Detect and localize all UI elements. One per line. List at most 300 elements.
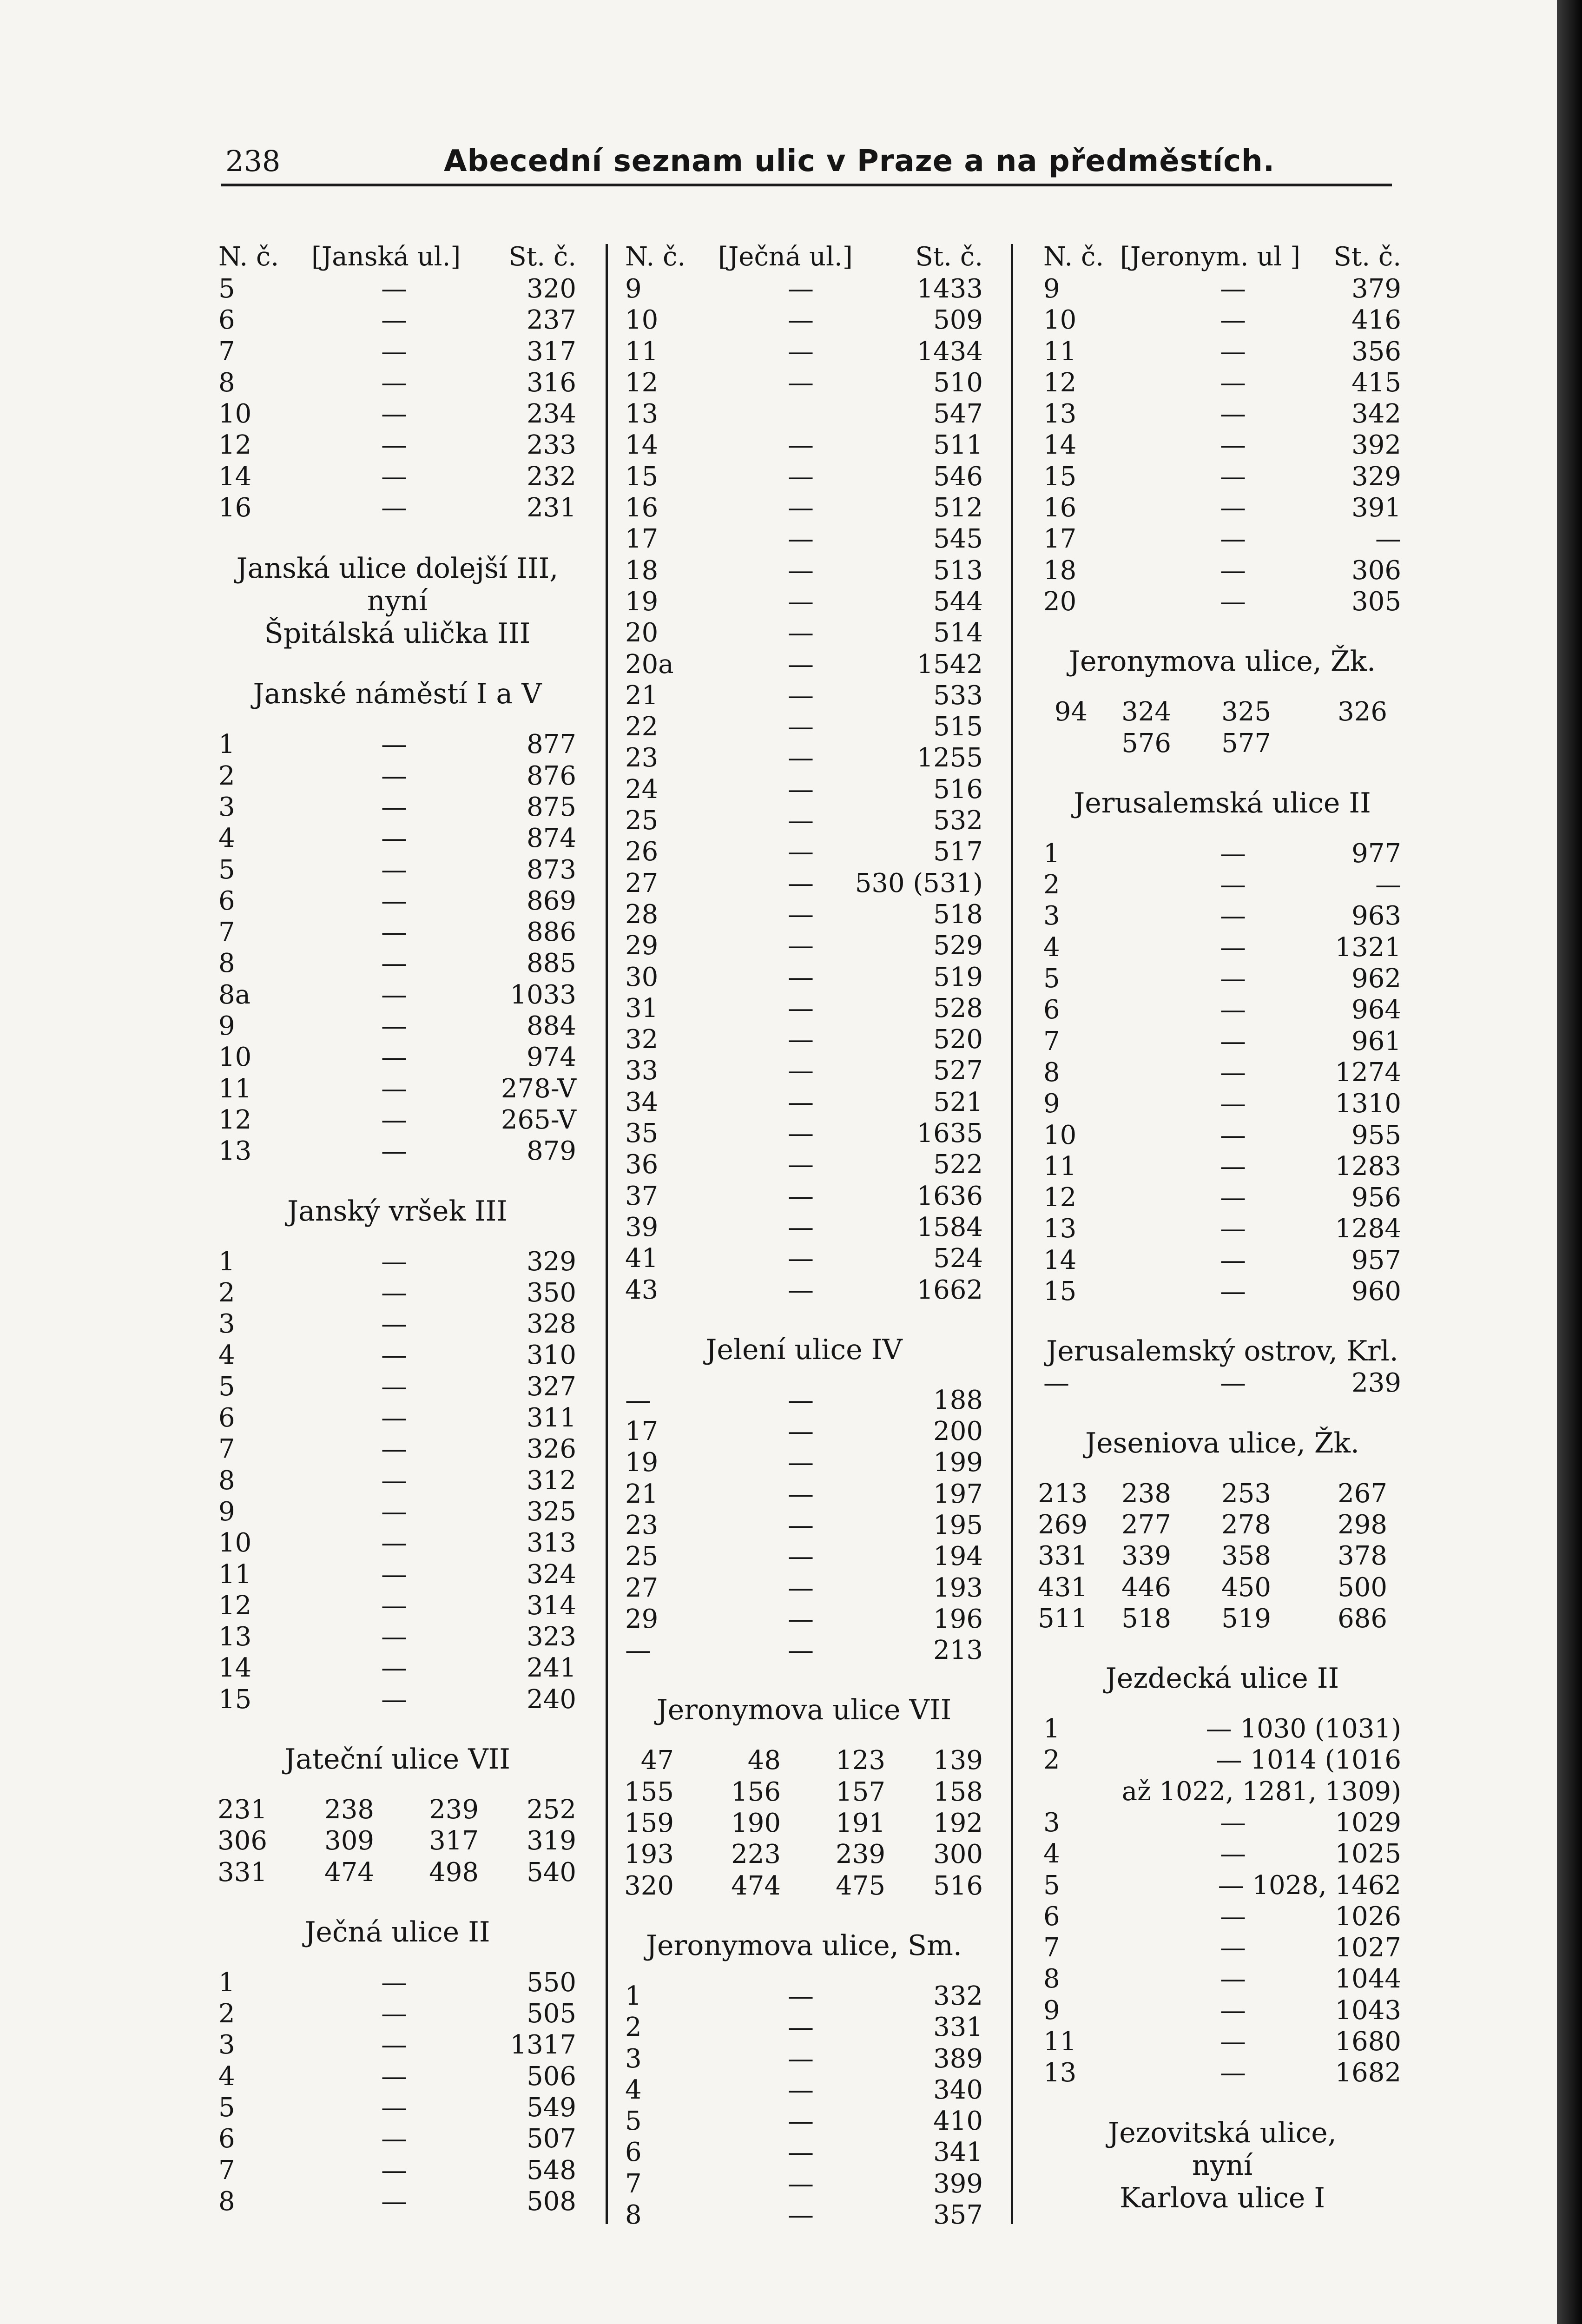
row-number: 20 [625, 618, 659, 648]
table-row [218, 1652, 576, 1684]
row-number: 12 [1043, 1182, 1077, 1213]
row-dash: — [788, 1181, 814, 1211]
row-number: 14 [1043, 1245, 1077, 1275]
table-row [218, 1527, 576, 1558]
row-st-number: 874 [527, 823, 576, 854]
table-row [218, 1308, 576, 1340]
table-row [625, 836, 983, 867]
grid-cell: 317 [429, 1826, 479, 1856]
row-st-number: 1033 [510, 979, 576, 1010]
row-dash: — [788, 1479, 814, 1509]
grid-cell: 253 [1221, 1478, 1271, 1509]
row-dash: — [788, 1243, 814, 1274]
row-dash: — [381, 1073, 407, 1104]
row-number: 25 [625, 1541, 659, 1572]
table-row [1043, 2026, 1401, 2057]
table-row [1043, 1995, 1401, 2026]
row-dash: — [788, 1635, 814, 1666]
row-st-number: — 1014 (1016 [1216, 1745, 1401, 1776]
grid-cell: 540 [527, 1857, 576, 1888]
row-dash: — [788, 336, 814, 367]
row-number: 10 [625, 305, 659, 336]
row-st-number: 340 [933, 2074, 983, 2105]
row-dash: — [788, 1087, 814, 1117]
table-row [625, 1604, 983, 1635]
grid-cell: 431 [1038, 1572, 1088, 1603]
row-dash: — [788, 1981, 814, 2011]
row-dash: — [1220, 1026, 1246, 1056]
table-row [218, 760, 576, 792]
table-row [1043, 367, 1401, 398]
row-number: 6 [625, 2137, 642, 2168]
table-row [625, 429, 983, 461]
row-st-number: 520 [933, 1024, 983, 1055]
section-title: Jeronymova ulice, Žk. [1068, 645, 1376, 678]
grid-row [625, 1745, 983, 1776]
row-st-number: 306 [1351, 555, 1401, 586]
row-number: 5 [218, 274, 235, 304]
jeseniova-grid [1038, 1478, 1401, 1634]
row-dash: — [381, 1136, 407, 1167]
grid-row [1043, 696, 1401, 727]
row-number: 43 [625, 1274, 659, 1305]
row-st-number: 527 [933, 1056, 983, 1086]
jatecni-grid [218, 1794, 576, 1888]
section-title: Jezdecká ulice II [1105, 1662, 1339, 1695]
row-dash: — [788, 555, 814, 586]
row-st-number: 240 [527, 1684, 576, 1715]
table-row [218, 1371, 576, 1402]
table-row [625, 649, 983, 680]
row-st-number: 960 [1351, 1276, 1401, 1307]
grid-cell: 139 [933, 1745, 983, 1776]
row-number: 18 [625, 555, 659, 586]
section-janska-dolejsi [218, 552, 576, 650]
row-number: 11 [1043, 1151, 1077, 1182]
grid-cell: 223 [731, 1839, 781, 1870]
row-st-number: 1680 [1335, 2027, 1401, 2057]
row-number: 17 [625, 524, 659, 555]
row-number: 4 [218, 1340, 235, 1371]
row-number: 7 [625, 2168, 642, 2199]
row-st-number: 188 [933, 1385, 983, 1415]
row-number: 35 [625, 1118, 659, 1149]
table-row [1043, 2057, 1401, 2088]
table-row [1043, 1367, 1401, 1399]
row-dash: — [381, 1496, 407, 1527]
row-st-number: 1274 [1335, 1057, 1401, 1088]
grid-row [218, 1794, 576, 1825]
row-dash: — [381, 399, 407, 429]
row-st-number: 521 [933, 1087, 983, 1117]
row-dash: — [1220, 995, 1246, 1025]
row-number: 8 [218, 367, 235, 398]
grid-row [625, 1839, 983, 1870]
row-st-number: 316 [527, 367, 576, 398]
table-row [625, 711, 983, 742]
row-number: 7 [1043, 1026, 1060, 1056]
row-number: 1 [1043, 838, 1060, 869]
table-row [625, 1024, 983, 1055]
row-st-number: až 1022, 1281, 1309) [1121, 1776, 1401, 1807]
table-row [1043, 1744, 1401, 1776]
row-dash: — [1220, 1901, 1246, 1932]
table-row [1043, 1182, 1401, 1213]
row-dash: — [381, 885, 407, 916]
row-st-number: 231 [527, 493, 576, 523]
row-number: 41 [625, 1243, 659, 1274]
row-st-number: — 1028, 1462 [1218, 1870, 1401, 1901]
table-row [625, 1635, 983, 1666]
grid-cell: 516 [933, 1870, 983, 1901]
table-row [625, 2074, 983, 2106]
row-number: 12 [1043, 367, 1077, 398]
row-st-number: 513 [933, 555, 983, 586]
row-number: 1 [1043, 1714, 1060, 1744]
table-row [625, 617, 983, 648]
section-jezovitska [1043, 2117, 1401, 2214]
table-row [218, 2061, 576, 2092]
row-number: 2 [1043, 870, 1060, 900]
table-row [218, 1246, 576, 1277]
row-st-number: 278-V [501, 1073, 576, 1104]
row-st-number: 1636 [916, 1181, 983, 1211]
row-number: 13 [1043, 1214, 1077, 1244]
grid-cell: 192 [933, 1808, 983, 1839]
table-row [625, 336, 983, 367]
row-number: 8 [218, 948, 235, 979]
row-number: 7 [218, 1434, 235, 1465]
row-dash: — [381, 1967, 407, 1998]
row-st-number: 524 [933, 1243, 983, 1274]
table-row [218, 2155, 576, 2186]
row-dash: — [381, 2186, 407, 2217]
grid-row [1038, 1478, 1401, 1509]
col-header-street: [Janská ul.] [311, 242, 461, 272]
grid-cell: 239 [429, 1794, 479, 1825]
row-st-number: 392 [1351, 430, 1401, 461]
table-row [1043, 1713, 1401, 1744]
grid-row [1038, 1603, 1401, 1634]
row-dash: — [1220, 274, 1246, 304]
page-header [221, 139, 1392, 181]
row-dash: — [1220, 1964, 1246, 1994]
table-row [218, 1136, 576, 1167]
row-st-number: 265-V [501, 1104, 576, 1135]
row-st-number: 1317 [510, 2030, 576, 2060]
row-number: 10 [1043, 305, 1077, 336]
row-dash: — [1220, 305, 1246, 336]
row-dash: — [381, 854, 407, 885]
grid-row [218, 1857, 576, 1888]
row-st-number: 974 [527, 1042, 576, 1073]
grid-row [625, 1808, 983, 1839]
grid-row [218, 1825, 576, 1856]
row-st-number: 877 [527, 729, 576, 760]
row-number: 2 [218, 760, 235, 791]
row-st-number: 1433 [916, 274, 983, 304]
table-row [218, 1967, 576, 1998]
row-st-number: 962 [1351, 964, 1401, 994]
row-dash: — [381, 1622, 407, 1652]
table-row [218, 492, 576, 523]
row-number: 18 [1043, 555, 1077, 586]
row-st-number: 964 [1351, 995, 1401, 1025]
row-st-number: 1635 [916, 1118, 983, 1149]
table-row [625, 1212, 983, 1243]
row-number: 3 [218, 792, 235, 822]
col-header-no: N. č. [1043, 242, 1104, 272]
row-dash: — [1220, 336, 1246, 367]
grid-cell: 47 [640, 1745, 674, 1776]
row-dash: — [381, 1403, 407, 1433]
row-number: 31 [625, 993, 659, 1023]
row-number: 1 [218, 1967, 235, 1998]
row-number: 9 [218, 1496, 235, 1527]
col-header-street: [Jeronym. ul ] [1120, 242, 1300, 272]
row-dash: — [1220, 430, 1246, 461]
row-st-number: 391 [1351, 493, 1401, 523]
row-number: 8 [625, 2200, 642, 2231]
row-dash: — [381, 760, 407, 791]
row-dash: — [788, 524, 814, 555]
row-dash: — [381, 1653, 407, 1684]
row-dash: — [788, 493, 814, 523]
grid-cell: 269 [1038, 1509, 1088, 1540]
row-st-number: 415 [1351, 367, 1401, 398]
table-row [218, 1010, 576, 1042]
row-st-number: 234 [527, 399, 576, 429]
table-row [625, 1385, 983, 1416]
row-st-number: 508 [527, 2186, 576, 2217]
table-row [625, 1479, 983, 1510]
grid-cell: 213 [1038, 1478, 1088, 1509]
row-st-number: 533 [933, 680, 983, 711]
row-st-number: 324 [527, 1559, 576, 1590]
row-number: 9 [1043, 1995, 1060, 2026]
row-number: 5 [218, 1371, 235, 1402]
row-st-number: 529 [933, 931, 983, 961]
grid-cell: 123 [836, 1745, 885, 1776]
row-st-number: 1255 [916, 743, 983, 773]
row-number: 21 [625, 1479, 659, 1509]
row-number: 6 [218, 1403, 235, 1433]
row-st-number: 320 [527, 274, 576, 304]
row-number: 5 [218, 2093, 235, 2123]
row-number: 11 [218, 1073, 252, 1104]
table-row [625, 742, 983, 773]
row-dash: — [1220, 964, 1246, 994]
row-st-number: 517 [933, 837, 983, 867]
section-title: Jerusalemská ulice II [1074, 786, 1371, 819]
janske-namesti-rows [218, 729, 576, 1167]
row-number: 13 [218, 1622, 252, 1652]
table-row [625, 555, 983, 586]
table-row [218, 1042, 576, 1073]
table-row [218, 336, 576, 367]
row-number: 4 [625, 2074, 642, 2105]
row-st-number: 389 [933, 2043, 983, 2074]
row-dash: — [788, 993, 814, 1023]
row-number: 9 [1043, 274, 1060, 304]
table-row [218, 1559, 576, 1590]
grid-cell: 518 [1121, 1603, 1171, 1634]
row-dash: — [381, 430, 407, 461]
table-row [625, 1510, 983, 1541]
row-number: 37 [625, 1181, 659, 1211]
row-st-number: 379 [1351, 274, 1401, 304]
row-st-number: 195 [933, 1510, 983, 1540]
row-number: 7 [218, 2155, 235, 2185]
table-row [218, 398, 576, 429]
table-row [625, 1447, 983, 1478]
row-number: 16 [1043, 493, 1077, 523]
table-row [625, 1087, 983, 1118]
page-number: 238 [225, 144, 281, 178]
row-number: 29 [625, 1604, 659, 1634]
row-dash: — [381, 948, 407, 979]
jeronymova-sm-rows [625, 1981, 983, 2231]
grid-cell: 309 [324, 1826, 374, 1856]
table-row [1043, 586, 1401, 617]
grid-row [1038, 1540, 1401, 1571]
row-dash: — [788, 1510, 814, 1540]
row-number: 1 [218, 1246, 235, 1277]
section-title: Jeronymova ulice VII [656, 1694, 952, 1727]
row-st-number: 317 [527, 336, 576, 367]
table-row [625, 2168, 983, 2199]
row-number: 23 [625, 1510, 659, 1540]
row-dash: — [1220, 1368, 1246, 1399]
jecna-cont-rows [625, 273, 983, 1306]
row-dash: — [788, 962, 814, 992]
table-row [625, 1118, 983, 1149]
row-number: 32 [625, 1024, 659, 1055]
row-dash: — [381, 1371, 407, 1402]
row-dash: — [788, 1024, 814, 1055]
column-header [218, 242, 576, 273]
row-st-number: 544 [933, 586, 983, 617]
row-number: 36 [625, 1149, 659, 1180]
jansky-vrsek-rows [218, 1246, 576, 1715]
row-number: 15 [218, 1684, 252, 1715]
jeronymova-vii-grid [625, 1745, 983, 1901]
row-dash: — [381, 493, 407, 523]
column-2 [625, 242, 983, 2231]
grid-cell: 48 [747, 1745, 781, 1776]
table-row [625, 993, 983, 1024]
grid-cell: 446 [1121, 1572, 1171, 1603]
row-dash: — [1220, 1214, 1246, 1244]
table-row [625, 523, 983, 555]
table-row [218, 2029, 576, 2060]
row-dash: — [381, 1340, 407, 1371]
row-dash: — [1220, 1057, 1246, 1088]
row-number: 8 [1043, 1057, 1060, 1088]
row-number: 11 [625, 336, 659, 367]
row-dash: — [381, 792, 407, 822]
grid-cell: 331 [1038, 1541, 1088, 1571]
row-dash: — [788, 712, 814, 742]
row-st-number: 514 [933, 618, 983, 648]
table-row [1043, 461, 1401, 492]
row-number: 5 [1043, 964, 1060, 994]
row-dash: — [381, 2155, 407, 2185]
table-row [625, 680, 983, 711]
table-row [625, 398, 983, 429]
row-st-number: — [1375, 524, 1401, 555]
section-title: Janské náměstí I a V [253, 678, 542, 711]
row-dash: — [788, 2074, 814, 2105]
table-row [1043, 429, 1401, 461]
row-st-number: 1542 [916, 649, 983, 680]
row-dash: — [381, 367, 407, 398]
table-row [625, 1274, 983, 1306]
table-row [625, 805, 983, 836]
row-dash: — [1220, 461, 1246, 492]
row-st-number: 416 [1351, 305, 1401, 336]
row-st-number: 326 [527, 1434, 576, 1465]
row-st-number: 1025 [1335, 1839, 1401, 1869]
row-st-number: 519 [933, 962, 983, 992]
row-st-number: 194 [933, 1541, 983, 1572]
row-st-number: 886 [527, 917, 576, 948]
row-number: 6 [218, 305, 235, 336]
row-dash: — [381, 823, 407, 854]
row-dash: — [788, 1416, 814, 1447]
col-header-st: St. č. [915, 242, 983, 272]
table-row [218, 823, 576, 854]
row-st-number: 233 [527, 430, 576, 461]
section-line: Jezovitská ulice, [1108, 2116, 1337, 2149]
table-row [1043, 869, 1401, 900]
col-header-no: N. č. [625, 242, 686, 272]
row-number: 14 [218, 1653, 252, 1684]
table-row [1043, 398, 1401, 429]
row-dash: — [788, 2200, 814, 2231]
table-row [625, 1981, 983, 2012]
row-st-number: 356 [1351, 336, 1401, 367]
grid-cell: 157 [836, 1776, 885, 1807]
row-number: 2 [218, 1999, 235, 2029]
row-number: 15 [1043, 1276, 1077, 1307]
row-number: 14 [1043, 430, 1077, 461]
row-number: 24 [625, 774, 659, 805]
row-st-number: 237 [527, 305, 576, 336]
row-number: 6 [1043, 1901, 1060, 1932]
row-dash: — [1220, 399, 1246, 429]
row-number: 7 [218, 917, 235, 948]
row-dash: — [1220, 1182, 1246, 1213]
row-st-number: 1321 [1335, 932, 1401, 963]
row-number: 15 [625, 461, 659, 492]
row-st-number: 546 [933, 461, 983, 492]
row-dash: — [1220, 524, 1246, 555]
row-st-number: 327 [527, 1371, 576, 1402]
row-dash: — [1220, 586, 1246, 617]
row-st-number: 1682 [1335, 2058, 1401, 2088]
row-dash: — [788, 2168, 814, 2199]
table-row [218, 979, 576, 1010]
row-dash: — [381, 1559, 407, 1590]
janska-rows [218, 273, 576, 523]
row-st-number: 311 [527, 1403, 576, 1433]
row-number: 13 [1043, 399, 1077, 429]
row-dash: — [1220, 1245, 1246, 1275]
row-dash: — [788, 774, 814, 805]
row-number: 12 [218, 1104, 252, 1135]
table-row [625, 1572, 983, 1604]
